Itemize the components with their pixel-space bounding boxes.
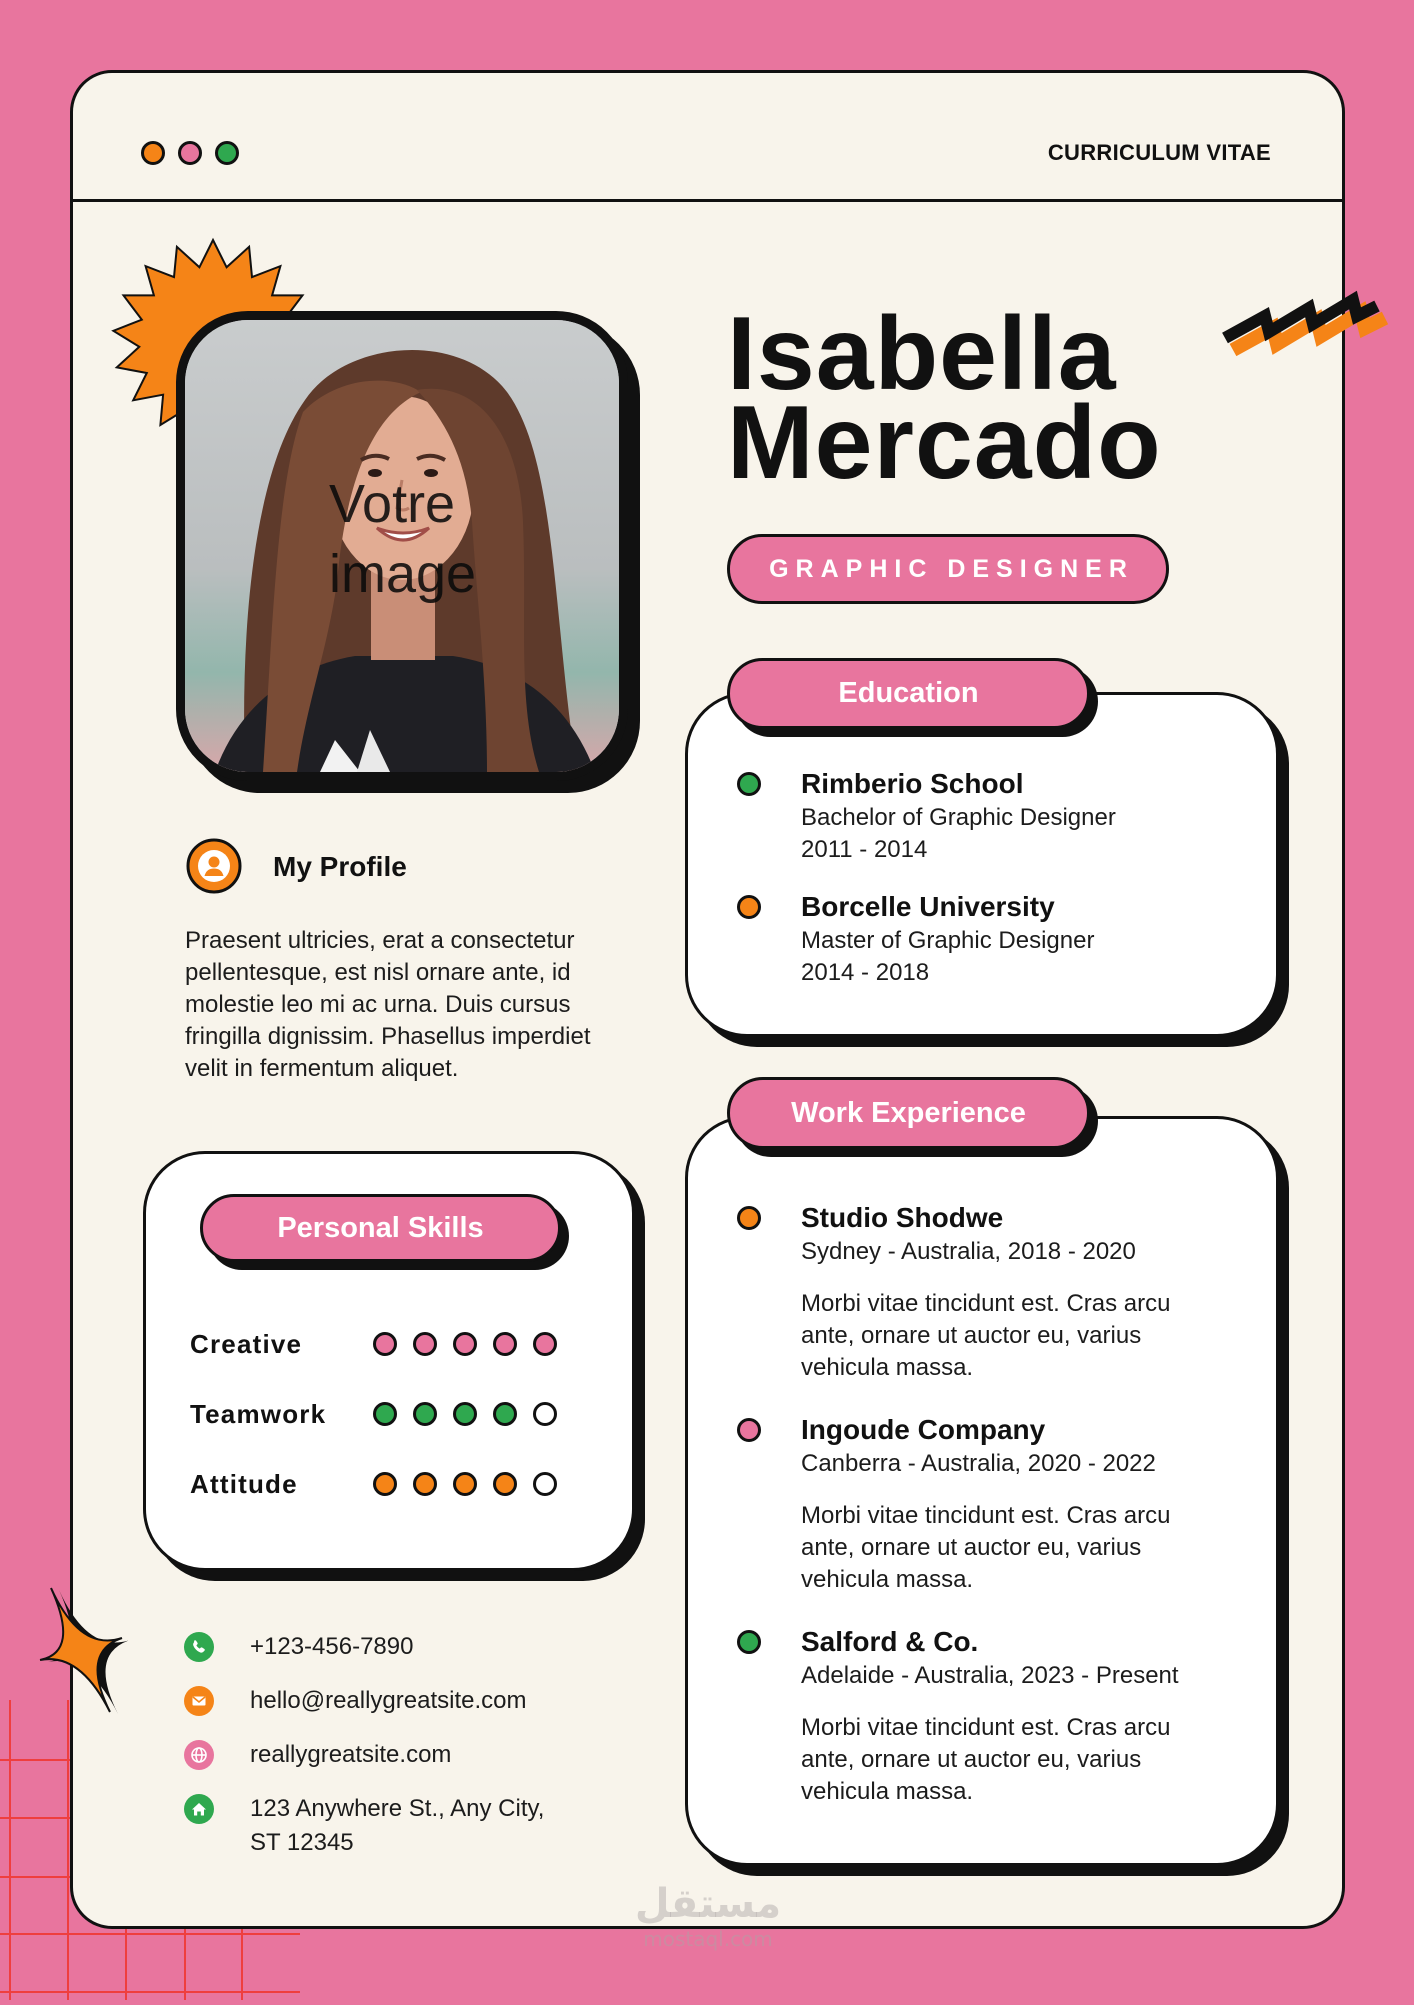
description-line: Morbi vitae tincidunt est. Cras arcu <box>801 1714 1171 1741</box>
contact-list <box>184 1630 664 1860</box>
zigzag-icon <box>1215 270 1390 370</box>
experience-list <box>801 1200 1261 1808</box>
contact-phone <box>184 1630 664 1664</box>
watermark-logo: مستقل <box>634 1881 782 1927</box>
years: 2014 - 2018 <box>801 959 930 986</box>
experience-item <box>801 1200 1261 1384</box>
description-line: ante, ornare ut auctor eu, varius <box>801 1746 1142 1773</box>
window-dot-pink <box>178 141 202 165</box>
rating-dot-filled <box>453 1472 477 1496</box>
description-line: Morbi vitae tincidunt est. Cras arcu <box>801 1502 1171 1529</box>
bullet-dot <box>737 1630 761 1654</box>
rating-dot-filled <box>373 1332 397 1356</box>
mail-icon <box>184 1686 214 1716</box>
email-address: hello@reallygreatsite.com <box>250 1687 527 1714</box>
address-line: 123 Anywhere St., Any City, <box>250 1795 545 1822</box>
header-divider <box>70 199 1345 202</box>
school-name: Borcelle University <box>801 891 1055 922</box>
rating-dot-empty <box>533 1472 557 1496</box>
experience-heading: Work Experience <box>727 1077 1090 1149</box>
globe-icon <box>184 1740 214 1770</box>
watermark-site: mostaql.com <box>643 1927 773 1951</box>
watermark <box>508 1880 908 1950</box>
job-description <box>801 1500 1261 1596</box>
job-location-dates: Adelaide - Australia, 2023 - Present <box>801 1662 1179 1689</box>
contact-address <box>184 1792 664 1860</box>
summary-line: fringilla dignissim. Phasellus imperdiet <box>185 1023 591 1050</box>
experience-item <box>801 1624 1261 1808</box>
window-dot-green <box>215 141 239 165</box>
rating-dot-filled <box>413 1402 437 1426</box>
rating-dot-filled <box>413 1332 437 1356</box>
job-description <box>801 1288 1261 1384</box>
rating-dot-filled <box>493 1472 517 1496</box>
education-item <box>801 889 1261 989</box>
rating-dot-filled <box>493 1332 517 1356</box>
rating-dot-filled <box>453 1402 477 1426</box>
skill-label: Attitude <box>190 1468 298 1499</box>
rating-dot-filled <box>373 1472 397 1496</box>
full-name <box>727 296 1162 501</box>
education-item <box>801 766 1261 866</box>
summary-line: velit in fermentum aliquet. <box>185 1055 459 1082</box>
last-name: Mercado <box>727 385 1162 501</box>
years: 2011 - 2014 <box>801 836 928 863</box>
summary-line: Praesent ultricies, erat a consectetur <box>185 927 575 954</box>
company-name: Ingoude Company <box>801 1414 1046 1445</box>
sparkle-icon <box>30 1580 140 1720</box>
job-description <box>801 1712 1261 1808</box>
bullet-dot <box>737 1206 761 1230</box>
window-dot-orange <box>141 141 165 165</box>
description-line: Morbi vitae tincidunt est. Cras arcu <box>801 1290 1171 1317</box>
job-location-dates: Sydney - Australia, 2018 - 2020 <box>801 1238 1136 1265</box>
contact-website <box>184 1738 664 1772</box>
company-name: Salford & Co. <box>801 1626 979 1657</box>
summary-line: pellentesque, est nisl ornare ante, id <box>185 959 571 986</box>
rating-dot-empty <box>533 1402 557 1426</box>
education-heading: Education <box>727 658 1090 729</box>
skill-rating <box>373 1332 557 1356</box>
photo-placeholder-text: Votre image <box>329 474 477 604</box>
skill-row <box>190 1469 557 1499</box>
contact-email <box>184 1684 664 1718</box>
company-name: Studio Shodwe <box>801 1202 1004 1233</box>
bullet-dot <box>737 1418 761 1442</box>
description-line: ante, ornare ut auctor eu, varius <box>801 1322 1142 1349</box>
description-line: vehicula massa. <box>801 1354 974 1381</box>
first-name: Isabella <box>727 296 1117 412</box>
job-location-dates: Canberra - Australia, 2020 - 2022 <box>801 1450 1156 1477</box>
experience-item <box>801 1412 1261 1596</box>
address-line: ST 12345 <box>250 1829 354 1856</box>
degree: Master of Graphic Designer <box>801 927 1095 954</box>
bullet-dot <box>737 772 761 796</box>
skill-rating <box>373 1402 557 1426</box>
user-icon <box>186 838 242 894</box>
description-line: ante, ornare ut auctor eu, varius <box>801 1534 1142 1561</box>
phone-number: +123-456-7890 <box>250 1633 414 1660</box>
profile-heading: My Profile <box>273 851 407 882</box>
profile-summary <box>185 925 635 1085</box>
skill-label: Teamwork <box>190 1398 327 1429</box>
skill-row <box>190 1399 557 1429</box>
job-title-badge: GRAPHIC DESIGNER <box>727 534 1169 604</box>
skill-label: Creative <box>190 1328 303 1359</box>
summary-line: molestie leo mi ac urna. Duis cursus <box>185 991 571 1018</box>
home-icon <box>184 1794 214 1824</box>
rating-dot-filled <box>413 1472 437 1496</box>
degree: Bachelor of Graphic Designer <box>801 804 1116 831</box>
skill-rating <box>373 1472 557 1496</box>
education-list <box>801 766 1261 989</box>
description-line: vehicula massa. <box>801 1566 974 1593</box>
rating-dot-filled <box>533 1332 557 1356</box>
rating-dot-filled <box>373 1402 397 1426</box>
skills-heading: Personal Skills <box>200 1194 561 1262</box>
phone-icon <box>184 1632 214 1662</box>
rating-dot-filled <box>453 1332 477 1356</box>
rating-dot-filled <box>493 1402 517 1426</box>
website: reallygreatsite.com <box>250 1741 452 1768</box>
school-name: Rimberio School <box>801 768 1024 799</box>
description-line: vehicula massa. <box>801 1778 974 1805</box>
bullet-dot <box>737 895 761 919</box>
skill-row <box>190 1329 557 1359</box>
document-label: CURRICULUM VITAE <box>1047 140 1271 165</box>
